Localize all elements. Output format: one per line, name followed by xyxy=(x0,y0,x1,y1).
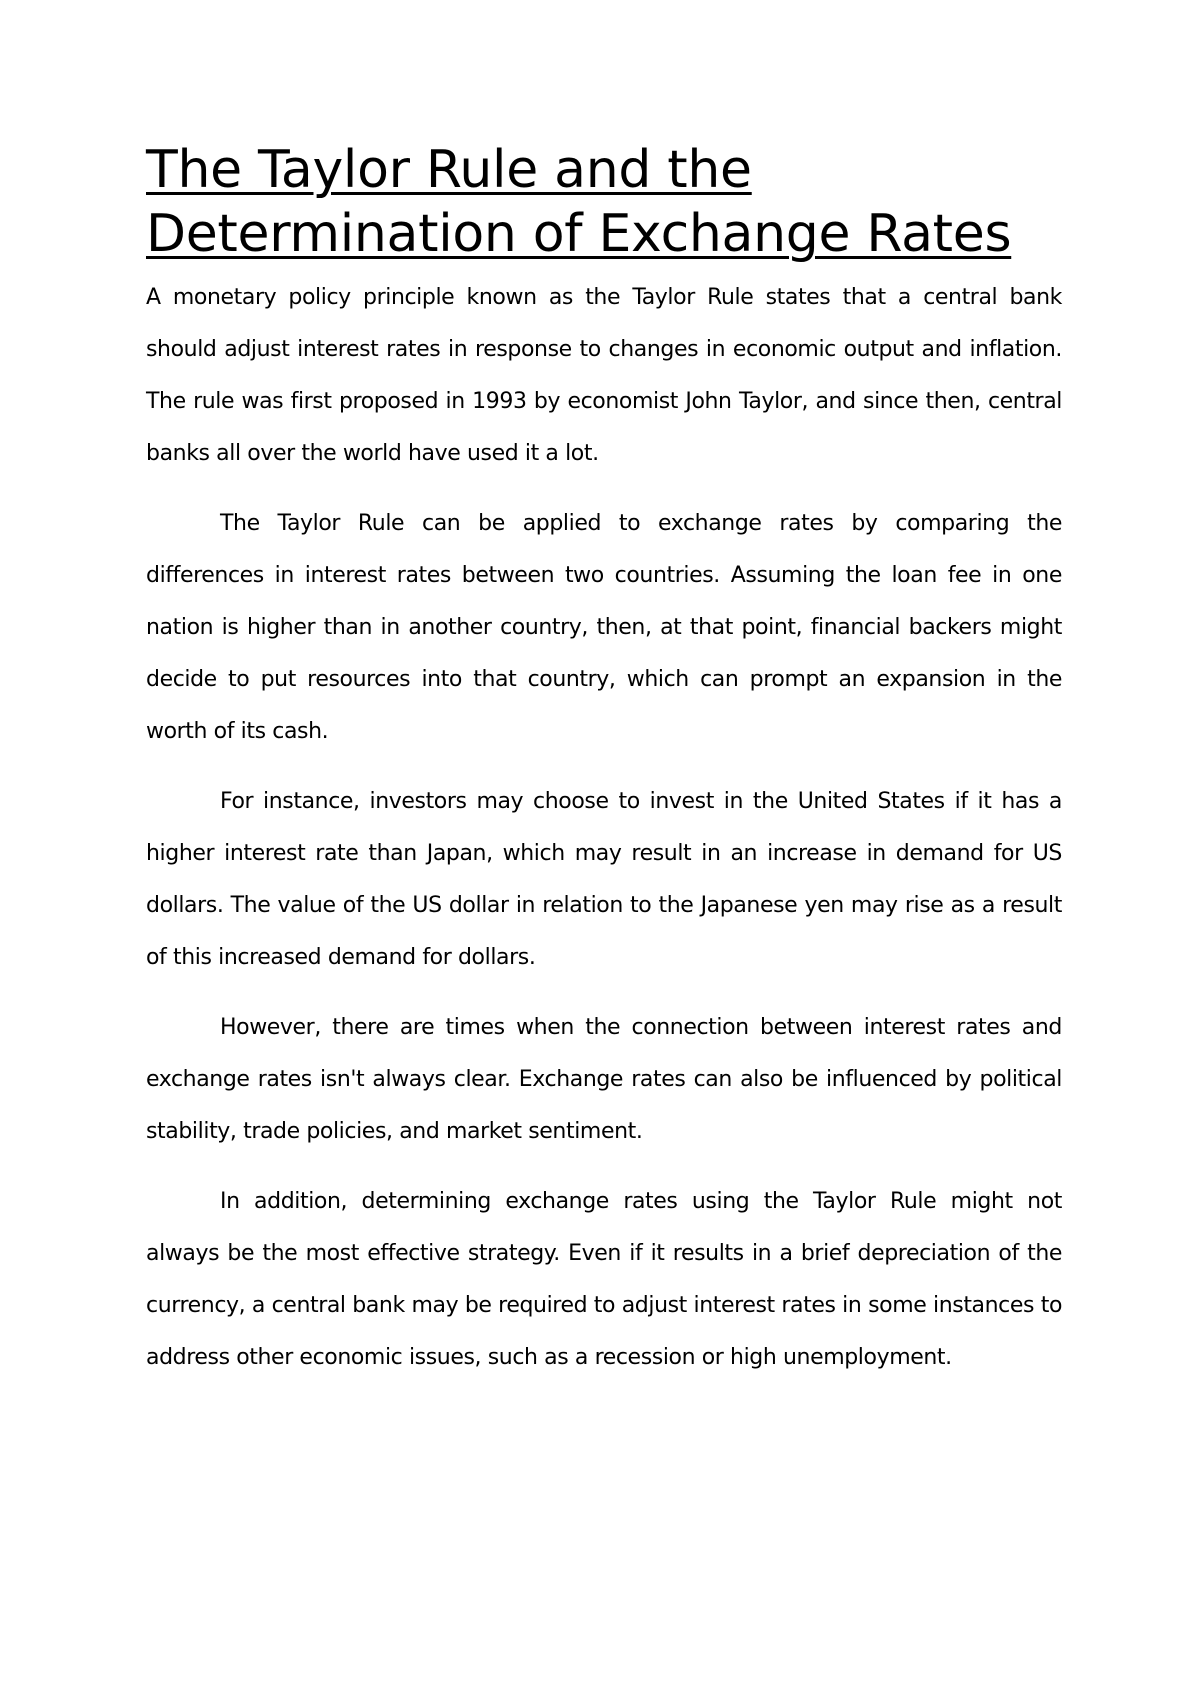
paragraph-5: In addition, determining exchange rates using the Taylor Rule might not always be the most effective strategy. Even if it results in a brief depreciation of the currency, a central bank may be required to adjust interest rates in some instances to address other economic issues, such as a recession or high unemployment. xyxy=(146,1189,1062,1370)
document-body xyxy=(146,138,1062,1402)
paragraph-4: However, there are times when the connection between interest rates and exchange rates isn't always clear. Exchange rates can also be influenced by political stability, trade policies, and market sentiment. xyxy=(146,1015,1062,1144)
paragraph-3: For instance, investors may choose to invest in the United States if it has a higher interest rate than Japan, which may result in an increase in demand for US dollars. The value of the US dollar in relation to the Japanese yen may rise as a result of this increased demand for dollars. xyxy=(146,789,1062,970)
document-title: The Taylor Rule and the Determination of Exchange Rates xyxy=(146,140,1012,264)
paragraph-2: The Taylor Rule can be applied to exchange rates by comparing the differences in interest rates between two countries. Assuming the loan fee in one nation is higher than in another country, then, at that point, financial backers might decide to put resources into that country, which can prompt an expansion in the worth of its cash. xyxy=(146,511,1062,744)
paragraph-1: A monetary policy principle known as the Taylor Rule states that a central bank should adjust interest rates in response to changes in economic output and inflation. The rule was first proposed in 1993 by economist John Taylor, and since then, central banks all over the world have used it a lot. xyxy=(146,285,1062,466)
